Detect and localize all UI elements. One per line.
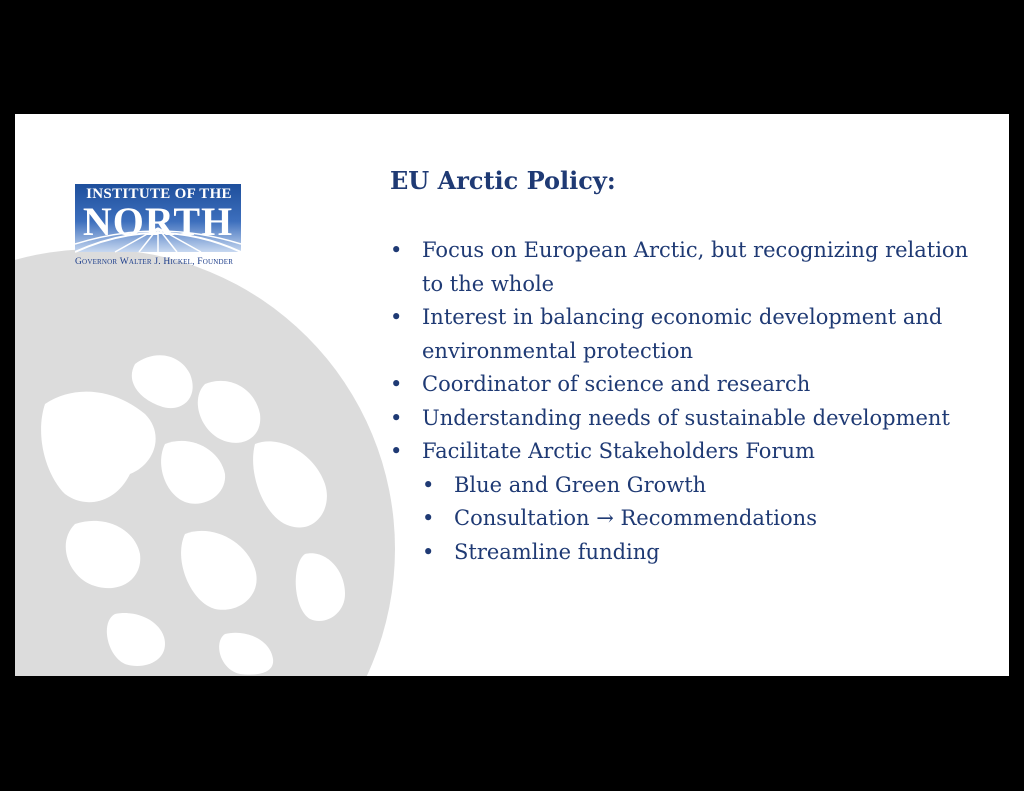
- institute-of-the-north-logo: [75, 184, 257, 274]
- bullet-glyph: •: [422, 539, 435, 564]
- sub-bullet-text: Streamline funding: [454, 539, 660, 564]
- logo-line-1: INSTITUTE OF THE: [86, 186, 232, 202]
- bullet-item: [390, 402, 990, 436]
- bullet-text: Focus on European Arctic, but recognizing relation to the whole: [422, 238, 969, 296]
- slide-title: EU Arctic Policy:: [390, 166, 616, 195]
- sub-bullet-list: [422, 469, 990, 570]
- sub-bullet-text: Consultation → Recommendations: [454, 506, 817, 530]
- bullet-list: [390, 234, 990, 569]
- sub-bullet-item: [422, 536, 990, 570]
- bullet-text: Interest in balancing economic development and environmental protection: [422, 305, 943, 363]
- bullet-text: Understanding needs of sustainable development: [422, 405, 950, 430]
- bullet-glyph: •: [390, 372, 403, 396]
- sub-bullet-item: [422, 469, 990, 503]
- bullet-text: Facilitate Arctic Stakeholders Forum: [422, 439, 815, 463]
- bullet-item: [390, 368, 990, 402]
- slide-content: [390, 234, 990, 569]
- sub-bullet-text: Blue and Green Growth: [454, 472, 707, 497]
- bullet-glyph: •: [390, 238, 403, 262]
- slide: [15, 114, 1009, 676]
- bullet-glyph: •: [390, 439, 403, 463]
- bullet-glyph: •: [422, 506, 435, 530]
- sub-bullet-item: [422, 502, 990, 536]
- bullet-glyph: •: [390, 405, 403, 430]
- bullet-glyph: •: [422, 472, 435, 497]
- bullet-item: [390, 301, 990, 368]
- bullet-item: [390, 234, 990, 301]
- logo-line-2: NORTH: [82, 199, 234, 244]
- bullet-text: Coordinator of science and research: [422, 372, 811, 396]
- bullet-glyph: •: [390, 305, 403, 329]
- bullet-item: [390, 435, 990, 569]
- logo-line-3: Governor Walter J. Hickel, Founder: [75, 257, 234, 267]
